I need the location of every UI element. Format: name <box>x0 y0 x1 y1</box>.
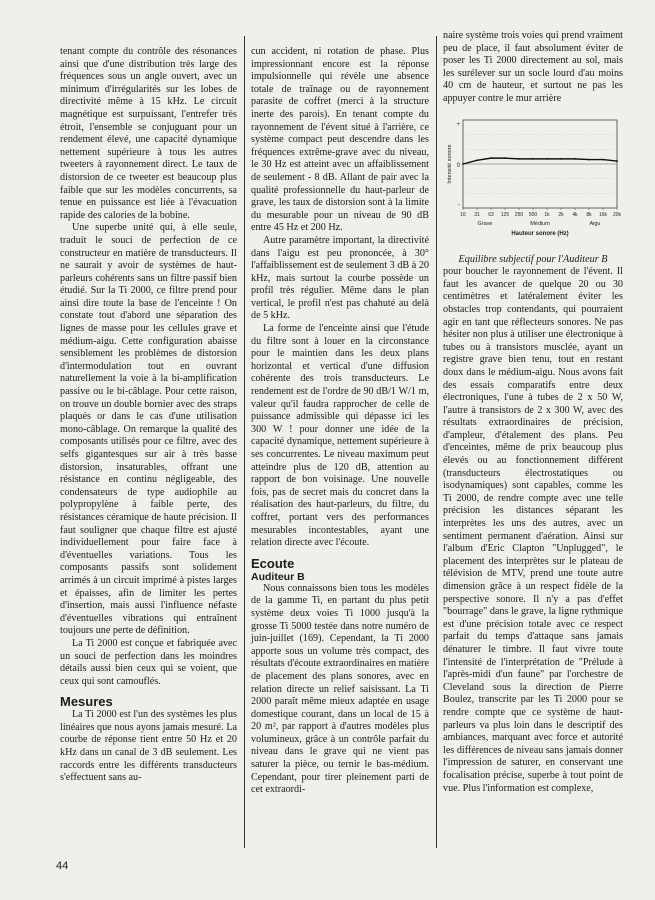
balance-chart <box>443 110 623 250</box>
paragraph: cun accident, ni rotation de phase. Plus impressionnant encore est la réponse impulsionnelle qui révèle une absence totale de traînage ou de rayonnement parasite de coffret (merci à la structure inerte des parois). En tenant compte du rayonnement de l'évent situé à l'arrière, ce système compact peut descendre dans les fréquences extrême-grave avec du niveau, le 30 Hz est atteint avec un affaiblissement de seulement - 8 dB. Allant de pair avec la qualité professionnelle du haut-parleur de grave, les taux de distorsion sont à la limite du mesurable pour un niveau de 90 dB entre 45 Hz et 200 Hz. <box>251 46 429 234</box>
series-point <box>504 157 506 159</box>
series-point <box>532 158 534 160</box>
column-1 <box>60 46 237 785</box>
x-tick-label: 16k <box>598 211 608 218</box>
region-label: Médium <box>530 220 550 227</box>
series-point <box>602 158 604 160</box>
series-point <box>616 160 618 162</box>
y-tick-label: + <box>456 121 460 128</box>
x-tick-label: 8k <box>586 211 592 218</box>
paragraph: Nous connaissons bien tous les modèles de la gamme Ti, en partant du plus petit système deux voies Ti 1000 jusqu'à la grosse Ti 5000 testée dans notre numéro de juin-juillet (169). Cependant, la Ti 2000 apporte sous un volume très compact, des résultats d'écoute extraordinaires en matière de placement des plans sonores, avec en relation directe un relief saisissant. La Ti 2000 paraît même mieux adaptée en usage domestique courant, dans un local de 15 à 20 m², par rapport à d'autres modèles plus volumineux, grâce à un contrôle parfait du niveau dans le grave qui ne vient pas saturer la pièce, ou ternir le bas-médium. Cependant, pour tirer pleinement parti de cet extraordi- <box>251 582 429 796</box>
section-heading-ecoute: Ecoute <box>251 555 295 571</box>
region-label: Aigu <box>589 220 601 227</box>
paragraph: tenant compte du contrôle des résonances ainsi que d'une distribution très large des fréquences sous un angle ouvert, avec un minimum d'irrégularités sur les lobes de directivité même à 15 kHz. Le circuit magnétique est surpuissant, l'entrefer très étroit, l'ensemble se conjuguant pour un rendement élevé, une capacité dynamique nettement supérieure à tous les autres tweeters à rayonnement direct. Le taux de distorsion de ce tweeter est beaucoup plus faible que sur les modèles concurrents, sa tenue en puissance est liée à l'évacuation rapide des calories de la bobine. <box>60 46 237 221</box>
series-point <box>490 157 492 159</box>
x-tick-label: 125 <box>500 211 510 218</box>
column-2 <box>251 46 429 797</box>
series-point <box>476 159 478 161</box>
paragraph: Une superbe unité qui, à elle seule, traduit le souci de perfection de ce constructeur en matière de transducteurs. Il ne saurait y avoir de systèmes de haut-parleurs cohérents sans un filtre passif bien étudié. Sur la Ti 2000, ce filtre prend pour ainsi dire toute la base de l'enceinte ! On constate tout d'abord une séparation des lignes de masse pour les cellules grave et médium-aigu. Cette configuration abaisse sensiblement les problèmes de distorsion d'intermodulation tout en ouvrant naturellement la voie à la bi-amplification passive ou le bi-câblage. Pour cette raison, on trouve un double bornier avec des straps plaqués or dans le cas d'une utilisation mono-câblage. On remarque la qualité des composants utilisés pour ce filtre, avec des selfs gigantesques sur air à très basse distorsion, insaturables, offrant une résistance en continu négligeable, des condensateurs de type audiophile au polypropylène à faible perte, des résistances céramique de haute précision. Il faut souligner que chaque filtre est ajusté individuellement pour faire face à d'éventuelles variations. Tous les composants passifs sont solidement arrimés à un circuit imprimé à pistes larges et épaisses, afin de limiter les pertes d'insertion, mais aussi l'influence néfaste d'éventuelles vibrations qui entraînent toujours une perte de définition. <box>60 222 237 637</box>
x-tick-label: 250 <box>514 211 524 218</box>
y-axis-label: Intensité sonore <box>447 143 453 184</box>
x-axis-label: Hauteur sonore (Hz) <box>511 230 569 237</box>
x-tick-label: 1k <box>544 211 550 218</box>
paragraph: La Ti 2000 est conçue et fabriquée avec un souci de perfection dans les moindres détails aussi bien ceux qui se voient, que ceux qui sont camouflés. <box>60 637 237 687</box>
y-tick-label: 0 <box>456 162 460 169</box>
x-tick-label: 20k <box>612 211 622 218</box>
paragraph: La forme de l'enceinte ainsi que l'étude du filtre sont à louer en la circonstance pour le maintien dans les deux plans horizontal et vertical d'une diffusion cohérente des trois transducteurs. Le rendement est de l'ordre de 90 dB/1 W/1 m, valeur qu'il faudra rapprocher de celle de puissance admissible qui dépasse ici les 300 W ! pour donner une idée de la capacité dynamique, nettement supérieure à ses concurrentes. Le niveau maximum peut atteindre plus de 120 dB, attention au rapport de bon voisinage. Une nouvelle fois, pas de secret mais du concret dans la réalisation des haut-parleurs, du filtre, du coffret, portant vers des performances mesurables incontestables, ayant une relation directe avec l'écoute. <box>251 323 429 549</box>
region-label: Grave <box>477 220 493 227</box>
subheading-auditeur: Auditeur B <box>251 570 305 583</box>
x-tick-label: 16 <box>460 211 466 218</box>
section-heading-mesures: Mesures <box>60 694 113 710</box>
series-point <box>588 158 590 160</box>
series-point <box>560 158 562 160</box>
column-rule-right <box>436 36 437 848</box>
series-point <box>518 158 520 160</box>
paragraph: pour boucher le rayonnement de l'évent. Il faut les avancer de quelque 20 ou 30 centimètres et latéralement éviter les obstacles trop contendants, qui pourraient agir en tant que réflecteurs sonores. Ne pas hésiter non plus à utiliser une électronique à tubes ou à transistors musclée, ayant un registre grave bien tenu, tout en restant doux dans le médium-aigu. Nous avons fait des essais comparatifs entre deux électroniques, l'une à tubes de 2 x 50 W, l'autre à transistors de 2 x 300 W, avec des résultats extraordinaires de précision, d'ampleur, d'étalement des plans. Peu d'enceintes, même de prix beaucoup plus élevés ou au fonctionnement différent (transducteurs électrostatiques ou isodynamiques) sont capables, comme les Ti 2000, de rendre compte avec une telle précision les distances séparant les interprètes les uns des autres, avec un sentiment permanent d'aération. Ainsi sur l'album d'Eric Clapton "Unplugged", le placement des interprètes sur le plateau de télévision de MTV, prend une toute autre dimension grâce à un respect fidèle de la perspective sonore. Il n'y a pas d'effet "bourrage" dans le grave, la ligne rythmique est d'une précision totale avec ce respect parfait du temps d'attaque sans jamais dénaturer le timbre. Il faut vivre toute l'intensité de l'interprétation de "Prélude à l'après-midi d'un faune" par l'orchestre de Cleveland sous la direction de Pierre Boulez, transcrite par les Ti 2000 pour se rendre compte que ce système de haut-parleurs va plus loin dans le descriptif des ambiances, marquant avec force et autorité les différences de niveau sans jamais donner l'impression de saturer, en conservant une focalisation précise, superbe à tout point de vue. Plus l'information est complexe, <box>443 266 623 794</box>
series-line <box>463 158 617 164</box>
paragraph: naire système trois voies qui prend vraiment peu de place, il faut absolument éviter de poser les Ti 2000 directement au sol, mais les surélever sur un socle lourd d'au moins 40 cm de hauteur, et surtout ne pas les appuyer contre le mur arrière <box>443 30 623 104</box>
page-number: 44 <box>56 860 69 872</box>
x-tick-label: 63 <box>488 211 494 218</box>
x-tick-label: 4k <box>572 211 578 218</box>
chart-caption: Equilibre subjectif pour l'Auditeur B <box>458 253 608 265</box>
series-point <box>546 158 548 160</box>
y-tick-label: - <box>458 201 460 208</box>
balance-chart-svg <box>443 110 623 250</box>
paragraph: Autre paramètre important, la directivité dans l'aigu est peu prononcée, à 30° l'affaiblissement est de seulement 3 dB à 20 kHz, mais surtout la courbe possède un profil très régulier. Même dans le plan vertical, le profil n'est pas chahuté au delà de 5 kHz. <box>251 234 429 322</box>
column-rule-left <box>244 36 245 848</box>
paragraph: La Ti 2000 est l'un des systèmes les plus linéaires que nous ayons jamais mesuré. La courbe de réponse tient entre 50 Hz et 20 kHz dans un canal de 3 dB seulement. Les raccords entre les différents transducteurs s'effectuent sans au- <box>60 709 237 784</box>
x-tick-label: 500 <box>528 211 538 218</box>
series-point <box>574 158 576 160</box>
x-tick-label: 31 <box>474 211 480 218</box>
x-tick-label: 2k <box>558 211 564 218</box>
column-3 <box>443 30 623 795</box>
series-point <box>462 163 464 165</box>
